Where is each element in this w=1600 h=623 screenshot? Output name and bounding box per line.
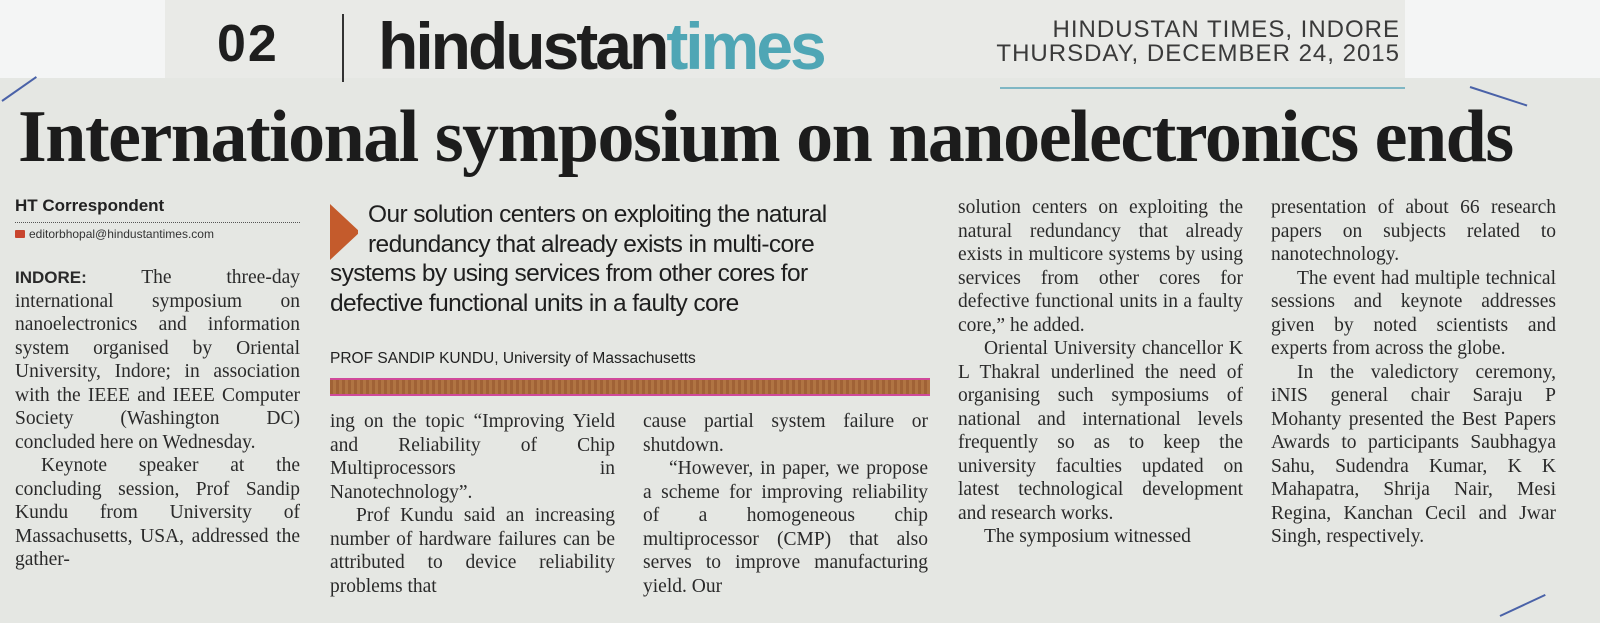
article-column-4 [958,196,1243,549]
masthead [165,0,1405,90]
logo-part-times: times [666,9,824,83]
pull-quote-author: PROF SANDIP KUNDU, [330,350,499,367]
article-column-2 [330,410,615,598]
article-column-5 [1271,196,1556,549]
masthead-divider [342,14,344,82]
byline-divider [15,218,300,223]
pull-quote-line-3: systems by using services from other cores for [330,260,808,287]
pull-quote-affiliation: University of Massachusetts [498,350,696,367]
column-5-paragraph-2: The event had multiple technical sessions and keynote addresses given by noted scientists and experts from across the globe. [1271,267,1556,359]
edition-info [910,18,1400,66]
pull-quote-line-4: defective functional units in a faulty core [330,289,739,317]
column-1-text-1: The three-day international symposium on nanoelectronics and information system organised by Oriental University, Indore; in association with the IEEE and IEEE Computer Society (Washington DC) concluded here on Wednesday. [15,267,300,453]
column-4-paragraph-3: The symposium witnessed [984,526,1191,547]
byline-email: editorbhopal@hindustantimes.com [29,227,214,241]
column-3-paragraph-2: “However, in paper, we propose a scheme for improving reliability of a homogeneous chip multiprocessor (CMP) that also serves to improve manufacturing yield. Our [643,458,928,597]
column-2-paragraph-1: ing on the topic “Improving Yield and Reliability of Chip Multiprocessors in Nanotechnology”. [330,411,615,503]
edition-date: THURSDAY, DECEMBER 24, 2015 [996,40,1400,67]
pull-quote-attribution [330,350,696,368]
byline-email-row [15,227,300,241]
pull-quote-text [330,200,930,318]
byline-name: HT Correspondent [15,196,165,215]
edition-city: HINDUSTAN TIMES, INDORE [1052,16,1400,43]
pull-quote-line-2: redundancy that already exists in multi-core [368,230,815,258]
pull-quote-line-1: Our solution centers on exploiting the natural [368,201,827,228]
column-2-paragraph-2: Prof Kundu said an increasing number of hardware failures can be attributed to device reliability problems that [330,505,615,597]
column-5-paragraph-1: presentation of about 66 research papers on subjects related to nanotechnology. [1271,197,1556,265]
article-headline: International symposium on nanoelectronics ends [18,96,1513,178]
column-4-paragraph-1: solution centers on exploiting the natural redundancy that already exists in multicore systems by using services from other cores for defective functional units in a faulty core,” he added. [958,197,1243,336]
masthead-rule [1000,87,1405,89]
column-3-paragraph-1: cause partial system failure or shutdown. [643,411,928,456]
column-5-paragraph-3: In the valedictory ceremony, iNIS general chair Saraju P Mohanty presented the Best Papers Awards to participants Saubhagya Sahu, Sudendra Kumar, K K Mahapatra, Shrija Nair, Mesi Regina, Kanchan Cecil and Jwar Singh, respectively. [1271,361,1556,547]
article-column-3 [643,410,928,598]
byline [15,196,300,241]
logo-part-hindustan: hindustan [378,9,667,83]
pull-quote-bar [330,378,930,396]
email-icon [15,230,25,238]
column-1-paragraph-1 [15,266,300,454]
column-4-paragraph-2: Oriental University chancellor K L Thakral underlined the need of organising such symposiums of national and international levels frequently so as to keep the university faculties updated on latest technological development and research works. [958,338,1243,524]
dateline: INDORE: [15,268,87,287]
column-1-paragraph-2: Keynote speaker at the concluding session, Prof Sandip Kundu from University of Massachusetts, USA, addressed the gather- [15,455,300,570]
article-column-1 [15,266,300,572]
page-number: 02 [217,15,279,73]
newspaper-logo [378,4,824,88]
